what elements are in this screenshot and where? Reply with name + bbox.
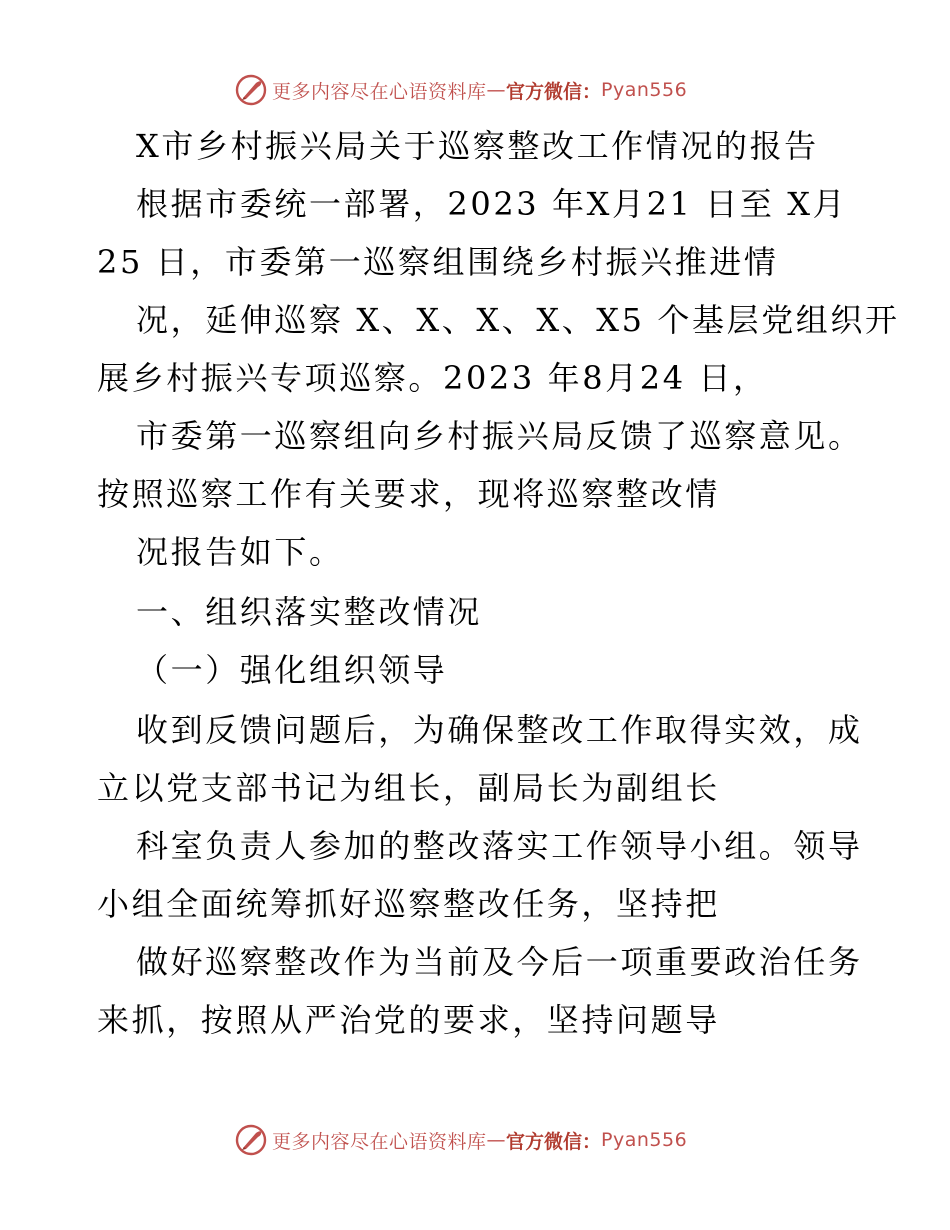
- paragraph-line: 况报告如下。: [136, 533, 344, 571]
- quill-seal-icon: [234, 1123, 268, 1157]
- paragraph-line: 科室负责人参加的整改落实工作领导小组。领导: [136, 827, 863, 865]
- paragraph-line: 按照巡察工作有关要求，现将巡察整改情: [97, 475, 720, 513]
- paragraph-line: 展乡村振兴专项巡察。2023 年8月24 日，: [97, 359, 768, 397]
- paragraph-line: 收到反馈问题后，为确保整改工作取得实效，成: [136, 711, 863, 749]
- watermark-text-tail: 官方微信：: [506, 80, 602, 103]
- quill-seal-icon: [234, 73, 268, 107]
- paragraph-line: 况，延伸巡察 X、X、X、X、X5 个基层党组织开: [136, 301, 900, 339]
- paragraph-line: 来抓，按照从严治党的要求，坚持问题导: [97, 1001, 720, 1039]
- paragraph-line: 小组全面统筹抓好巡察整改任务，坚持把: [97, 885, 720, 923]
- paragraph-line: 25 日，市委第一巡察组围绕乡村振兴推进情: [97, 243, 779, 281]
- paragraph-line: 立以党支部书记为组长，副局长为副组长: [97, 769, 720, 807]
- footer-watermark: [234, 1122, 687, 1158]
- watermark-separator: —: [486, 79, 507, 101]
- document-title: X市乡村振兴局关于巡察整改工作情况的报告: [136, 127, 819, 165]
- header-watermark: [234, 72, 687, 108]
- watermark-wechat-id: Pyan556: [601, 1129, 688, 1151]
- watermark-wechat-id: Pyan556: [601, 79, 688, 101]
- section-heading: 一、组织落实整改情况: [136, 593, 483, 631]
- watermark-text-main: 更多内容尽在心语资料库: [272, 1130, 487, 1153]
- watermark-separator: —: [486, 1129, 507, 1151]
- watermark-text-tail: 官方微信：: [506, 1130, 602, 1153]
- paragraph-line: 根据市委统一部署，2023 年X月21 日至 X月: [136, 185, 848, 223]
- paragraph-line: 市委第一巡察组向乡村振兴局反馈了巡察意见。: [136, 417, 863, 455]
- subsection-heading: （一）强化组织领导: [136, 651, 448, 689]
- watermark-text-main: 更多内容尽在心语资料库: [272, 80, 487, 103]
- paragraph-line: 做好巡察整改作为当前及今后一项重要政治任务: [136, 943, 863, 981]
